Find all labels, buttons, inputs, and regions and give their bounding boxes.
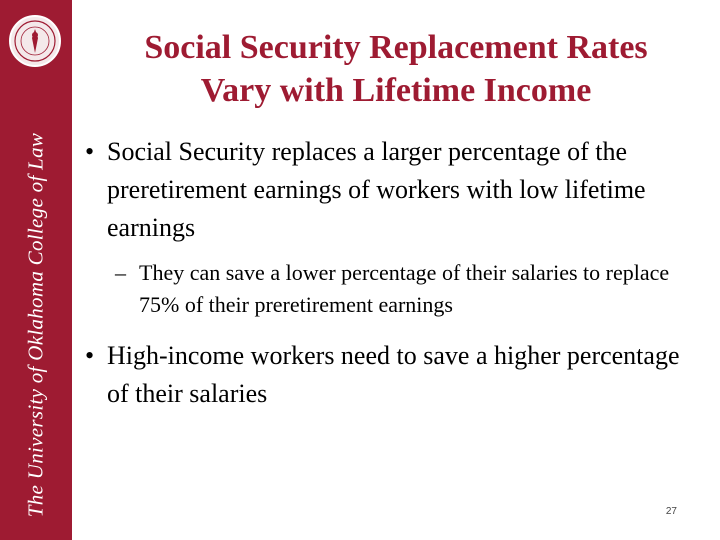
bullet-item [85, 133, 705, 247]
bullet-glyph: • [85, 341, 95, 370]
dash-glyph: – [115, 260, 126, 285]
title-line-2: Vary with Lifetime Income [200, 72, 592, 109]
bullet-list [85, 133, 705, 413]
bullet-text: High-income workers need to save a higher percentage of their salaries [107, 341, 680, 408]
sub-bullet-text: They can save a lower percentage of their salaries to replace 75% of their preretirement earnings [139, 260, 670, 317]
title-line-1: Social Security Replacement Rates [144, 29, 648, 66]
university-seal-icon [8, 14, 62, 68]
bullet-text: Social Security replaces a larger percentage of the preretirement earnings of workers with low lifetime earnings [107, 137, 646, 242]
bullet-glyph: • [85, 137, 95, 166]
sidebar [0, 0, 72, 540]
sidebar-college-name: The University of Oklahoma College of Law [23, 132, 48, 518]
page-number: 27 [665, 506, 677, 517]
bullet-item [85, 337, 705, 413]
sub-bullet-item [85, 257, 705, 320]
slide-title [72, 26, 720, 112]
